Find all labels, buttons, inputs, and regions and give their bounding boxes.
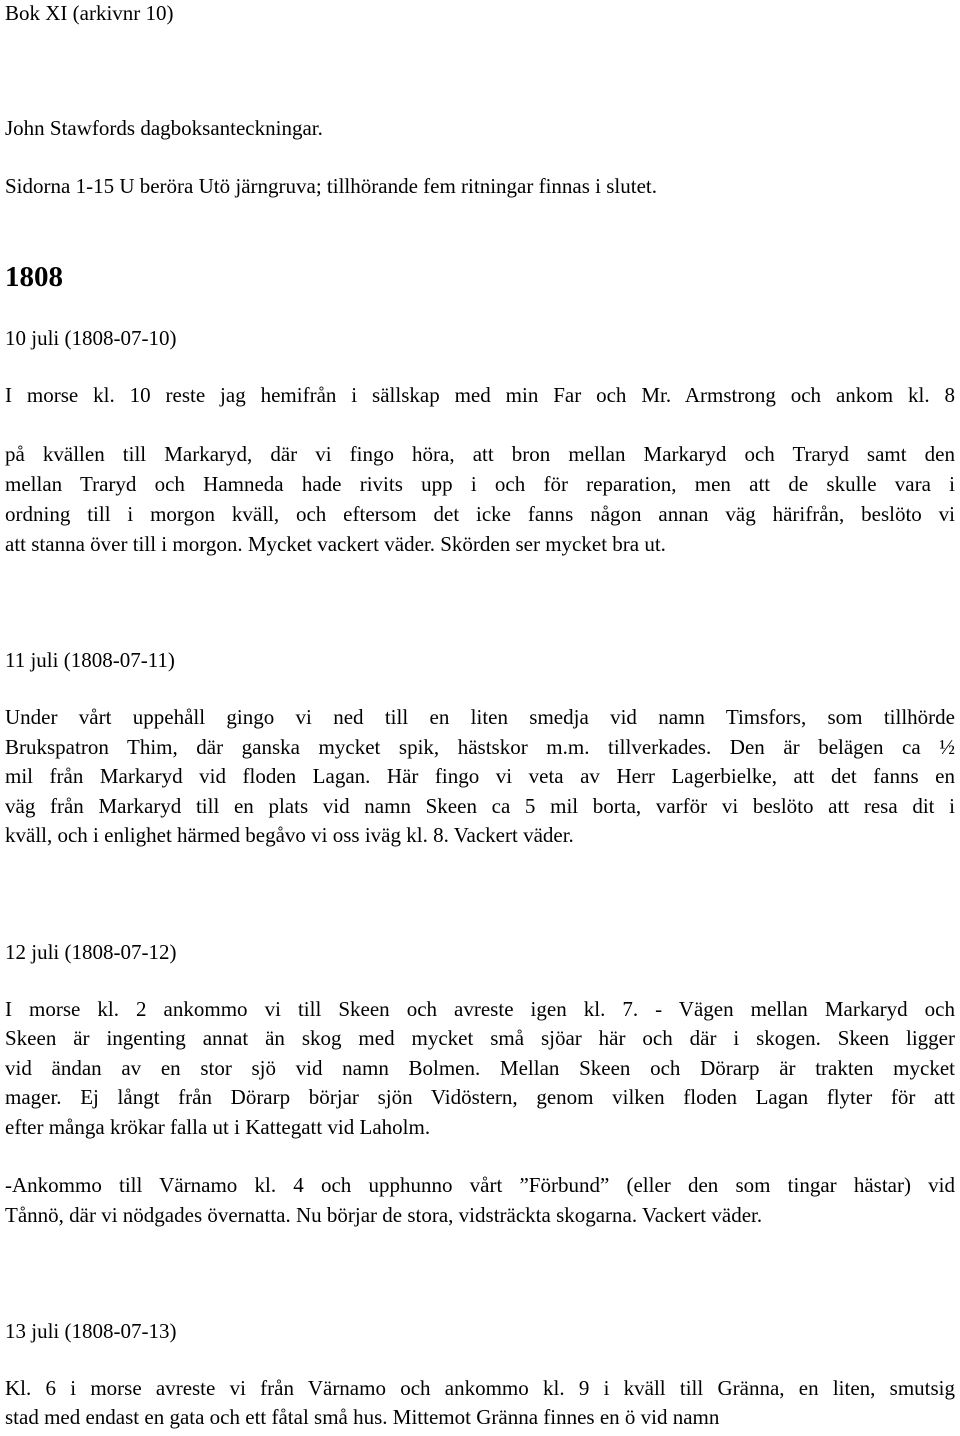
entry-line: I morse kl. 2 ankommo vi till Skeen och avreste igen kl. 7. - Vägen mellan Markaryd och: [5, 997, 955, 1021]
entry-line: -Ankommo till Värnamo kl. 4 och upphunno vårt ”Förbund” (eller den som tingar hästar) vid: [5, 1173, 955, 1197]
entry-line: vid ändan av en stor sjö vid namn Bolmen. Mellan Skeen och Dörarp är trakten mycket: [5, 1056, 955, 1080]
entry-date: 13 juli (1808-07-13): [5, 1319, 177, 1343]
book-title: Bok XI (arkivnr 10): [5, 1, 174, 25]
entry-line: Skeen är ingenting annat än skog med mycket små sjöar här och där i skogen. Skeen ligger: [5, 1026, 955, 1050]
year-heading: 1808: [5, 261, 63, 293]
entry-date: 10 juli (1808-07-10): [5, 326, 177, 350]
entry-line: Brukspatron Thim, där ganska mycket spik, hästskor m.m. tillverkades. Den är belägen ca ½: [5, 735, 955, 759]
entry-line: I morse kl. 10 reste jag hemifrån i sällskap med min Far och Mr. Armstrong och ankom kl. 8: [5, 383, 955, 407]
entry-line: Tånnö, där vi nödgades övernatta. Nu börjar de stora, vidsträckta skogarna. Vackert väder.: [5, 1203, 763, 1227]
entry-line: mil från Markaryd vid floden Lagan. Här fingo vi veta av Herr Lagerbielke, att det fanns en: [5, 764, 955, 788]
entry-line: på kvällen till Markaryd, där vi fingo höra, att bron mellan Markaryd och Traryd samt den: [5, 442, 955, 466]
entry-line: ordning till i morgon kväll, och eftersom det icke fanns någon annan väg härifrån, beslöto vi: [5, 502, 955, 526]
entry-line: Kl. 6 i morse avreste vi från Värnamo och ankommo kl. 9 i kväll till Gränna, en liten, smutsig: [5, 1376, 955, 1400]
entry-line: kväll, och i enlighet härmed begåvo vi oss iväg kl. 8. Vackert väder.: [5, 823, 574, 847]
diary-heading: John Stawfords dagboksanteckningar.: [5, 116, 323, 140]
entry-line: mager. Ej långt från Dörarp börjar sjön Vidöstern, genom vilken floden Lagan flyter för att: [5, 1085, 955, 1109]
entry-date: 12 juli (1808-07-12): [5, 940, 177, 964]
entry-line: efter många krökar falla ut i Kattegatt vid Laholm.: [5, 1115, 431, 1139]
entry-line: Under vårt uppehåll gingo vi ned till en liten smedja vid namn Timsfors, som tillhörde: [5, 705, 955, 729]
entry-line: väg från Markaryd till en plats vid namn Skeen ca 5 mil borta, varför vi beslöto att resa dit i: [5, 794, 955, 818]
entry-line: att stanna över till i morgon. Mycket vackert väder. Skörden ser mycket bra ut.: [5, 532, 666, 556]
entry-date: 11 juli (1808-07-11): [5, 648, 175, 672]
entry-line: mellan Traryd och Hamneda hade rivits upp i och för reparation, men att de skulle vara i: [5, 472, 955, 496]
page-note: Sidorna 1-15 U beröra Utö järngruva; tillhörande fem ritningar finnas i slutet.: [5, 174, 657, 198]
entry-line: stad med endast en gata och ett fåtal små hus. Mittemot Gränna finnes en ö vid namn: [5, 1405, 720, 1429]
